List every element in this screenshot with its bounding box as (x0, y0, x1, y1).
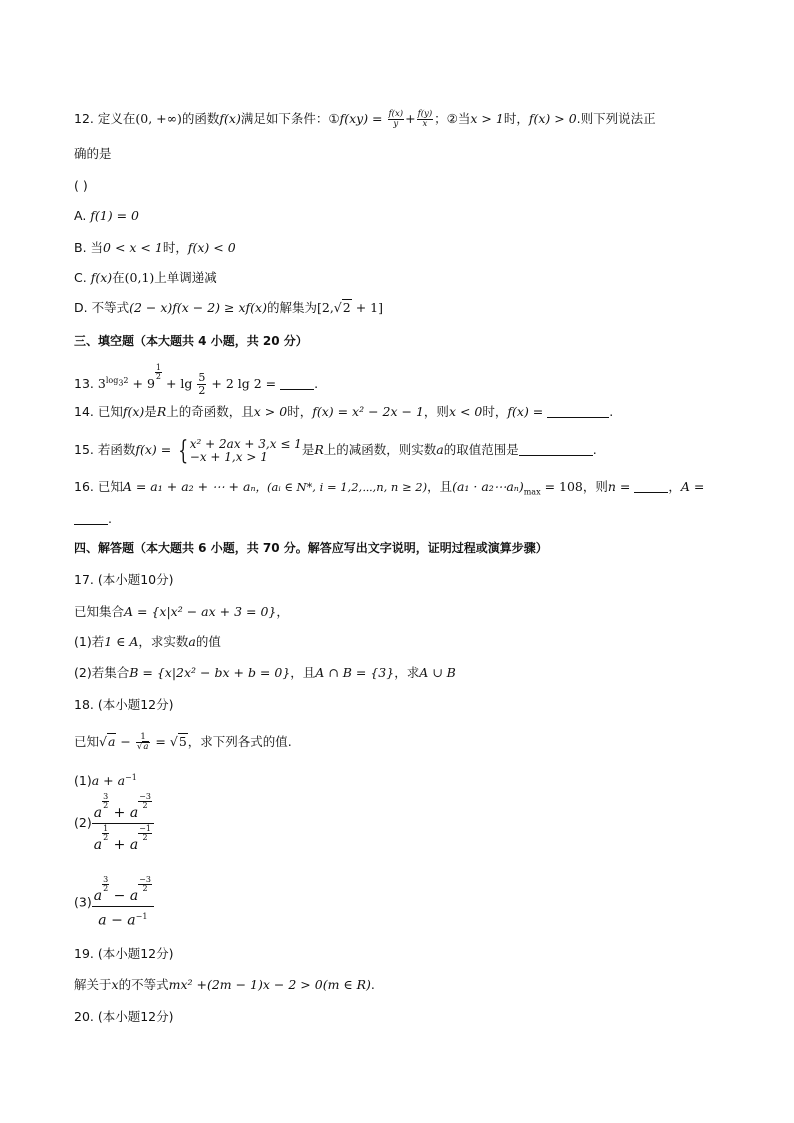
q12-answer-paren: ( ) (74, 178, 88, 193)
section4-title: 四、解答题（本大题共 6 小题，共 70 分。解答应写出文字说明，证明过程或演算步骤） (74, 541, 548, 555)
q18-p2-num-plus: + (113, 805, 126, 821)
q17-p2a: (2)若集合 (74, 665, 130, 680)
q16-answer-blank-n[interactable] (634, 480, 668, 493)
q17-set-b: B = {x|2x² − bx + b = 0} (129, 665, 291, 680)
q15-c: 上的减函数，则实数 (323, 442, 437, 457)
q18-p2-den (92, 824, 154, 854)
q18-p3-num-a2: a (129, 888, 139, 904)
q18-l1b: ，求下列各式的值. (187, 734, 292, 749)
q13-line (74, 364, 318, 397)
q14-a: 14. 已知 (74, 404, 123, 419)
q17-l1b: ， (276, 604, 289, 619)
q18-rhs: 5 (178, 734, 187, 749)
q14-d: 时， (287, 404, 313, 419)
q14-ask: f(x) = (507, 404, 544, 419)
q12-text-c: 满足如下条件：① (240, 111, 340, 126)
q16-A: A = (680, 479, 705, 494)
q18-p1-expr: a + a (91, 773, 126, 789)
q17-heading: 17. (本小题10分) (74, 572, 174, 587)
e4d: 2 (142, 833, 148, 842)
q18-part1 (74, 770, 137, 789)
q15-a: 15. 若函数 (74, 442, 136, 457)
q17-part1 (74, 634, 221, 650)
e3d: 2 (103, 833, 109, 842)
q18-p2-num-a2: a (129, 805, 139, 821)
q12-cond2b: f(x) > 0 (528, 111, 577, 126)
q14-cond: x > 0 (253, 404, 288, 419)
option-d-sqrt: 2 (342, 300, 351, 315)
q15-brace: { (178, 436, 189, 466)
e2num: 3 (145, 792, 151, 801)
q13-answer-blank[interactable] (280, 377, 314, 390)
e5n: 3 (103, 875, 109, 884)
q18-stem: 已知√a − $\frac{1}{√a}$ = √5，求下列各式的值. (74, 732, 292, 752)
q16-cond: ，(aᵢ ∈ N*, i = 1,2,⋯,n, n ≥ 2) (255, 480, 428, 494)
q18-heading: 18. (本小题12分) (74, 697, 174, 712)
e5d: 2 (103, 884, 109, 893)
q15-rows (190, 438, 302, 464)
option-b-val: f(x) < 0 (187, 240, 236, 255)
q12-text-d: ；②当 (434, 111, 471, 126)
q12-cond2: x > 1 (470, 111, 504, 126)
q20-heading: 20. (本小题12分) (74, 1009, 174, 1024)
q15-fx: f(x) = (135, 442, 172, 457)
q18-eq: = (155, 734, 166, 749)
q12-cond1-lhs: f(xy) = (339, 111, 383, 126)
q12-text-f: .则下列说法正 (576, 111, 656, 126)
q16-max-sub: max (523, 487, 541, 497)
q19-a: 解关于 (74, 977, 112, 992)
q18-p2-den-plus: + (113, 837, 126, 853)
q18-part3 (74, 876, 154, 930)
q19-x: x (111, 977, 119, 992)
q18-frac-den: √a (136, 742, 149, 752)
option-b-cond: 0 < x < 1 (103, 240, 163, 255)
q15-d: 的取值范围是 (443, 442, 519, 457)
q12-plus: + (405, 111, 416, 126)
q18-p2-frac (92, 793, 154, 854)
q14-cond2: x < 0 (448, 404, 483, 419)
e4neg: − (139, 824, 146, 833)
e6neg: − (139, 875, 146, 884)
q12-frac2 (417, 110, 434, 129)
q16-b: ，且 (427, 479, 453, 494)
q18-p2-den-exp2 (138, 825, 152, 842)
q19-ineq: mx² +(2m − 1)x − 2 > 0 (168, 977, 323, 992)
q16-c: ，则 (582, 479, 608, 494)
q12-text-e: 时， (503, 111, 529, 126)
option-a-text: f(1) = 0 (90, 208, 140, 223)
q16-d: ， (668, 479, 681, 494)
q12-option-b[interactable] (74, 240, 236, 256)
q18-frac-num: 1 (136, 733, 151, 743)
q15-r: R (314, 442, 324, 457)
q18-p3-label: (3) (74, 894, 92, 910)
q17-p1b: ，求实数 (138, 634, 189, 649)
q12-frac1-num: f(x) (388, 109, 404, 119)
option-c-interval: (0,1) (124, 270, 155, 285)
q17-set-a: A = {x|x² − ax + 3 = 0} (124, 604, 277, 619)
q12-domain: (0, +∞) (135, 111, 182, 126)
q15-end: . (592, 442, 597, 457)
q18-p3-den-text: a − a (98, 912, 136, 929)
option-c-b: 上单调递减 (154, 270, 217, 285)
q13-exp2-num: 1 (155, 363, 161, 372)
q13-frac-num: 5 (198, 371, 206, 384)
q16-line2 (74, 511, 112, 527)
q13-label: 13. (74, 376, 94, 391)
q14-e: ，则 (423, 404, 449, 419)
q18-p3-num (92, 876, 154, 907)
q12-frac1-den: y (393, 119, 399, 129)
option-a-label: A. (74, 208, 87, 223)
q13-end: . (314, 376, 319, 391)
q14-r: R (156, 404, 167, 419)
option-b-label: B. 当 (74, 240, 104, 255)
q19-stem (74, 977, 375, 993)
q13-exp1-sub: 3 (118, 378, 124, 388)
q12-text: 12. 定义在 (74, 111, 136, 126)
q12-frac2-num: f(y) (417, 109, 433, 119)
q18-minus: − (120, 734, 131, 749)
q13-tail: + 2 lg 2 = (211, 376, 277, 391)
q12-line1 (74, 110, 656, 129)
q18-p3-den (92, 907, 154, 930)
q19-b: 的不等式 (118, 977, 169, 992)
option-c-a: 在 (112, 270, 125, 285)
q15-row2: −x + 1,x > 1 (189, 450, 268, 464)
q18-p2-num-a1: a (93, 805, 103, 821)
q18-p3-num-exp1 (102, 876, 109, 893)
q17-part2 (74, 665, 456, 681)
q18-p2-den-a2: a (129, 837, 139, 853)
q19-heading: 19. (本小题12分) (74, 946, 174, 961)
e6d: 2 (142, 884, 148, 893)
q17-p1c: 的值 (195, 634, 221, 649)
q17-stem (74, 604, 289, 620)
q18-frac-den-a: a (143, 742, 149, 752)
q13-lg: + lg (165, 376, 193, 391)
q13-base1: 3 (97, 376, 106, 391)
q12-option-c[interactable] (74, 270, 217, 286)
q13-exp2-den: 2 (155, 372, 161, 381)
q18-p3-den-exp: −1 (135, 912, 148, 921)
q17-union: A ∪ B (419, 665, 456, 680)
q17-p1v: a (188, 634, 196, 649)
q13-frac-den: 2 (198, 384, 206, 397)
q14-fx: f(x) (122, 404, 145, 419)
e1n: 3 (103, 792, 109, 801)
q12-line2: 确的是 (74, 146, 112, 161)
q13-exp1 (105, 375, 129, 388)
q16-a: 16. 已知 (74, 479, 123, 494)
q12-option-d[interactable]: D. 不等式(2 − x)f(x − 2) ≥ xf(x)的解集为[2,√2 + 1] (74, 300, 383, 315)
q18-p2-num (92, 793, 154, 824)
q12-fx: f(x) (219, 111, 241, 126)
q14-answer-blank[interactable] (547, 405, 609, 418)
q16-line1 (74, 479, 704, 501)
q16-expr: A = a₁ + a₂ + ⋯ + aₙ (122, 479, 256, 494)
q18-p2-den-a1: a (93, 837, 103, 853)
q18-p2-num-exp2 (138, 793, 152, 810)
q18-p2-den-exp1 (102, 825, 109, 842)
option-d-set-b: + 1] (355, 300, 383, 315)
q13-exp1-log: log (105, 375, 119, 385)
e2d: 2 (142, 801, 148, 810)
q12-frac2-den: x (422, 119, 428, 129)
q18-sqrt-a: a (107, 734, 116, 749)
q17-intersection: A ∩ B = {3} (315, 665, 395, 680)
q14-end: . (609, 404, 614, 419)
option-d-ineq: (2 − x)f(x − 2) ≥ xf(x) (129, 300, 267, 315)
q15-line (74, 436, 597, 465)
q15-b: 是 (301, 442, 315, 457)
q15-avar: a (436, 442, 444, 457)
q19-cond: (m ∈ R) (322, 977, 371, 992)
q12-text-b: 的函数 (181, 111, 220, 126)
q14-expr: f(x) = x² − 2x − 1 (312, 404, 424, 419)
e3n: 1 (103, 824, 109, 833)
q18-part2 (74, 793, 154, 854)
option-c-label: C. (74, 270, 87, 285)
q17-p2c: ，求 (394, 665, 420, 680)
option-d-a: 的解集为 (266, 300, 317, 315)
q19-end: . (370, 977, 375, 992)
q16-answer-blank-a[interactable] (74, 512, 108, 525)
e2neg: − (139, 792, 146, 801)
option-b-mid: 时， (162, 240, 188, 255)
q18-l1a: 已知 (74, 734, 100, 749)
q16-val: = 108 (544, 479, 583, 494)
q14-b: 是 (144, 404, 157, 419)
q15-answer-blank[interactable] (519, 443, 593, 456)
q16-prod: (a₁ · a₂⋯aₙ) (452, 479, 524, 494)
q18-p3-num-a1: a (93, 888, 103, 904)
q18-p3-frac (92, 876, 154, 930)
option-d-label: D. 不等式 (74, 300, 130, 315)
q15-piecewise (175, 437, 302, 465)
q17-l1a: 已知集合 (74, 604, 125, 619)
e6num: 3 (145, 875, 151, 884)
q12-frac1 (388, 110, 405, 129)
q16-end: . (108, 511, 112, 526)
q16-n: n = (607, 479, 631, 494)
q18-p3-num-exp2 (138, 876, 152, 893)
q18-frac (136, 733, 151, 752)
q17-p1m: 1 ∈ A (104, 634, 139, 649)
q18-p2-num-exp1 (102, 793, 109, 810)
q13-frac (197, 372, 206, 397)
q18-p1-label: (1) (74, 773, 92, 789)
q14-f: 时， (482, 404, 508, 419)
q18-p2-label: (2) (74, 815, 92, 830)
q15-row1: x² + 2ax + 3,x ≤ 1 (189, 437, 302, 451)
option-c-fx: f(x) (90, 270, 113, 285)
q17-p2b: ，且 (290, 665, 316, 680)
q18-p1-exp: −1 (125, 773, 137, 782)
option-d-set-a: [2, (316, 300, 334, 315)
q14-c: 上的奇函数，且 (166, 404, 254, 419)
q17-p1a: (1)若 (74, 634, 105, 649)
q13-exp2 (155, 364, 162, 381)
q18-p3-num-minus: − (113, 888, 126, 904)
section3-title: 三、填空题（本大题共 4 小题，共 20 分） (74, 334, 308, 348)
q13-exp1-arg: 2 (123, 375, 129, 385)
q14-line (74, 404, 613, 420)
q12-option-a[interactable] (74, 208, 139, 224)
e4num: 1 (145, 824, 151, 833)
e1d: 2 (103, 801, 109, 810)
q13-plus9: + 9 (132, 376, 155, 391)
